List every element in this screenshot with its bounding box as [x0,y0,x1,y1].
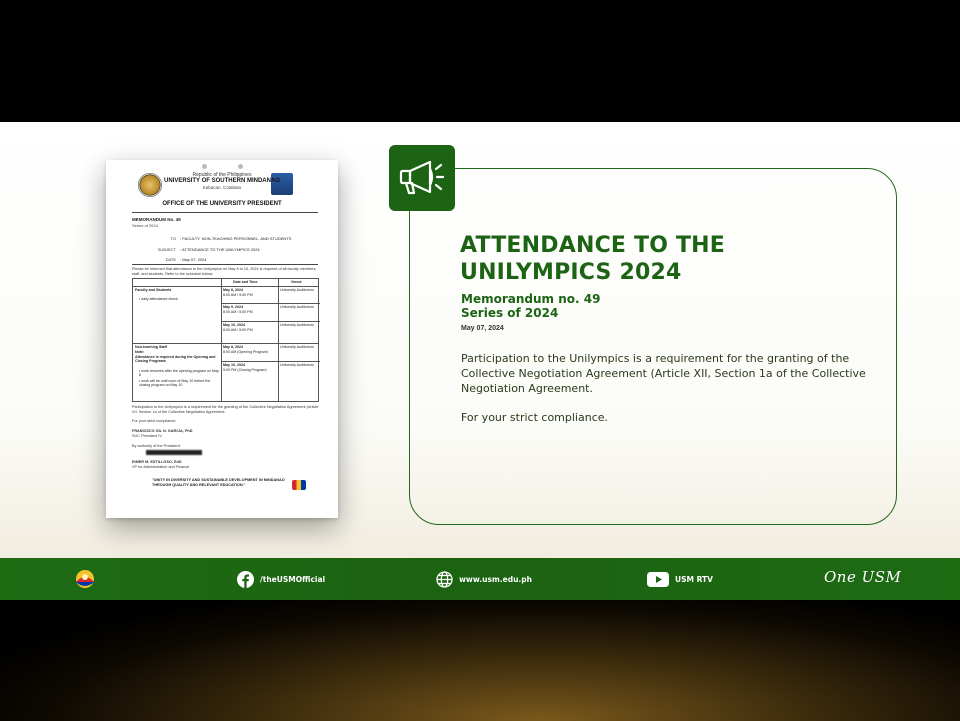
bottom-letterbox [0,600,960,721]
schedule-table [132,278,319,402]
facebook-handle: /theUSMOfficial [260,574,326,584]
punch-hole [202,164,207,169]
memo-subject-value: : ATTENDANCE TO THE UNILYMPICS 2024 [180,247,260,252]
table-row-times: 5:00 PM (Closing Program) [223,368,267,372]
memo-document [106,160,338,518]
announcement-date: May 07, 2024 [461,325,504,332]
table-row-times: 8:00 AM (Opening Program) [223,350,268,354]
memo-date-value: : May 07, 2024 [180,257,207,262]
table-row-date: May 9, 2024 [223,305,243,309]
table-row-date: May 10, 2024 [223,363,245,367]
website-url: www.usm.edu.ph [459,574,532,584]
memo-series: Series of 2024 [132,223,158,228]
memo-compliance: For your strict compliance. [132,419,177,423]
globe-icon [436,571,453,588]
table-group-item: • daily attendance check [139,297,178,301]
facebook-link[interactable] [237,569,325,589]
memo-by-authority: By authority of the President: [132,444,181,448]
punch-hole [238,164,243,169]
announcement-card [409,168,897,525]
announcement-title: ATTENDANCE TO THE UNILYMPICS 2024 [460,233,726,285]
table-group-title: Faculty and Students [135,288,172,292]
website-link[interactable] [436,569,532,589]
memo-office: OFFICE OF THE UNIVERSITY PRESIDENT [162,201,282,207]
memo-number: MEMORANDUM No. 49 [132,217,181,222]
table-group-title: Non-teaching Staff [135,345,167,349]
table-row-venue: University Auditorium [280,305,314,309]
memo-date-label: DATE [165,257,176,262]
memo-divider [132,212,318,213]
table-row-times: 8:00 AM / 5:00 PM [223,293,253,297]
memo-to-label: TO [170,236,176,241]
announcement-series: Series of 2024 [461,306,559,320]
table-group-requirement: Attendance is required during the Opening and Closing Programs [135,355,216,364]
table-row-times: 8:00 AM / 5:00 PM [223,310,253,314]
table-header: Venue [291,280,302,284]
memo-signatory-title: SUC President IV [132,434,162,438]
youtube-link[interactable] [647,569,713,589]
announcement-compliance: For your strict compliance. [461,411,609,424]
table-row-date: May 8, 2024 [223,288,243,292]
table-row-venue: University Auditorium [280,323,314,327]
youtube-channel: USM RTV [675,574,713,584]
memo-vp-title: VP for Administration and Finance [132,465,190,469]
memo-intro: Please be informed that attendance to the Unilympics on May 8 to 10, 2024 is required of all faculty members, staff, and students. Refer to the schedule below: [132,267,317,276]
table-header: Date and Time [233,280,258,284]
table-group-note: Note: [135,350,145,354]
memo-to-value: : FACULTY, NON-TEACHING PERSONNEL, AND STUDENTS [180,236,292,241]
memo-university: UNIVERSITY OF SOUTHERN MINDANAO [164,178,280,184]
memo-republic: Republic of the Philippines [192,172,252,178]
megaphone-icon [398,157,446,199]
facebook-icon [237,571,254,588]
footer-bar [0,558,960,600]
youtube-icon [647,572,669,587]
memo-subject-label: SUBJECT [157,247,176,252]
announcement-body: Participation to the Unilympics is a requirement for the granting of the Collective Negotiation Agreement (Article XII, Section 1a of the Collective Negotiation Agreement. [461,352,866,395]
redacted-signature [146,450,202,455]
megaphone-badge [389,145,455,211]
memo-place: Kabacan, Cotabato [202,185,242,190]
table-row-venue: University Auditorium [280,345,314,349]
memo-closing: Participation to the Unilympics is a requirement for the granting of the Collective Negotiation Agreement (Article XII, Section 1a of the Collective Negotiation Agreement. [132,405,319,414]
bagong-pilipinas-logo [292,480,306,490]
memo-motto: "UNITY IN DIVERSITY AND SUSTAINABLE DEVELOPMENT IN MINDANAO THROUGH QUALITY AND RELEVANT EDUCATION." [152,478,285,487]
table-row-venue: University Auditorium [280,288,314,292]
memo-vp-name: EIMER M. ESTILLOSO, EdD [132,460,182,464]
table-row-date: May 8, 2024 [223,345,243,349]
announcement-memo-number: Memorandum no. 49 [461,292,601,306]
memo-divider [132,264,318,265]
table-row-date: May 10, 2024 [223,323,245,327]
table-group-bullet: • work resumes after the opening program on May 8 [139,369,219,378]
memo-signatory: FRANCISCO GIL N. GARCIA, PhD [132,429,193,433]
bagong-pilipinas-icon [74,568,96,590]
table-row-venue: University Auditorium [280,363,314,367]
top-letterbox [0,0,960,122]
one-usm-signature: One USM [824,568,902,586]
table-row-times: 8:00 AM / 5:00 PM [223,328,253,332]
table-group-bullet: • work will be until noon of May 10 before the closing program on May 10 [139,379,211,388]
